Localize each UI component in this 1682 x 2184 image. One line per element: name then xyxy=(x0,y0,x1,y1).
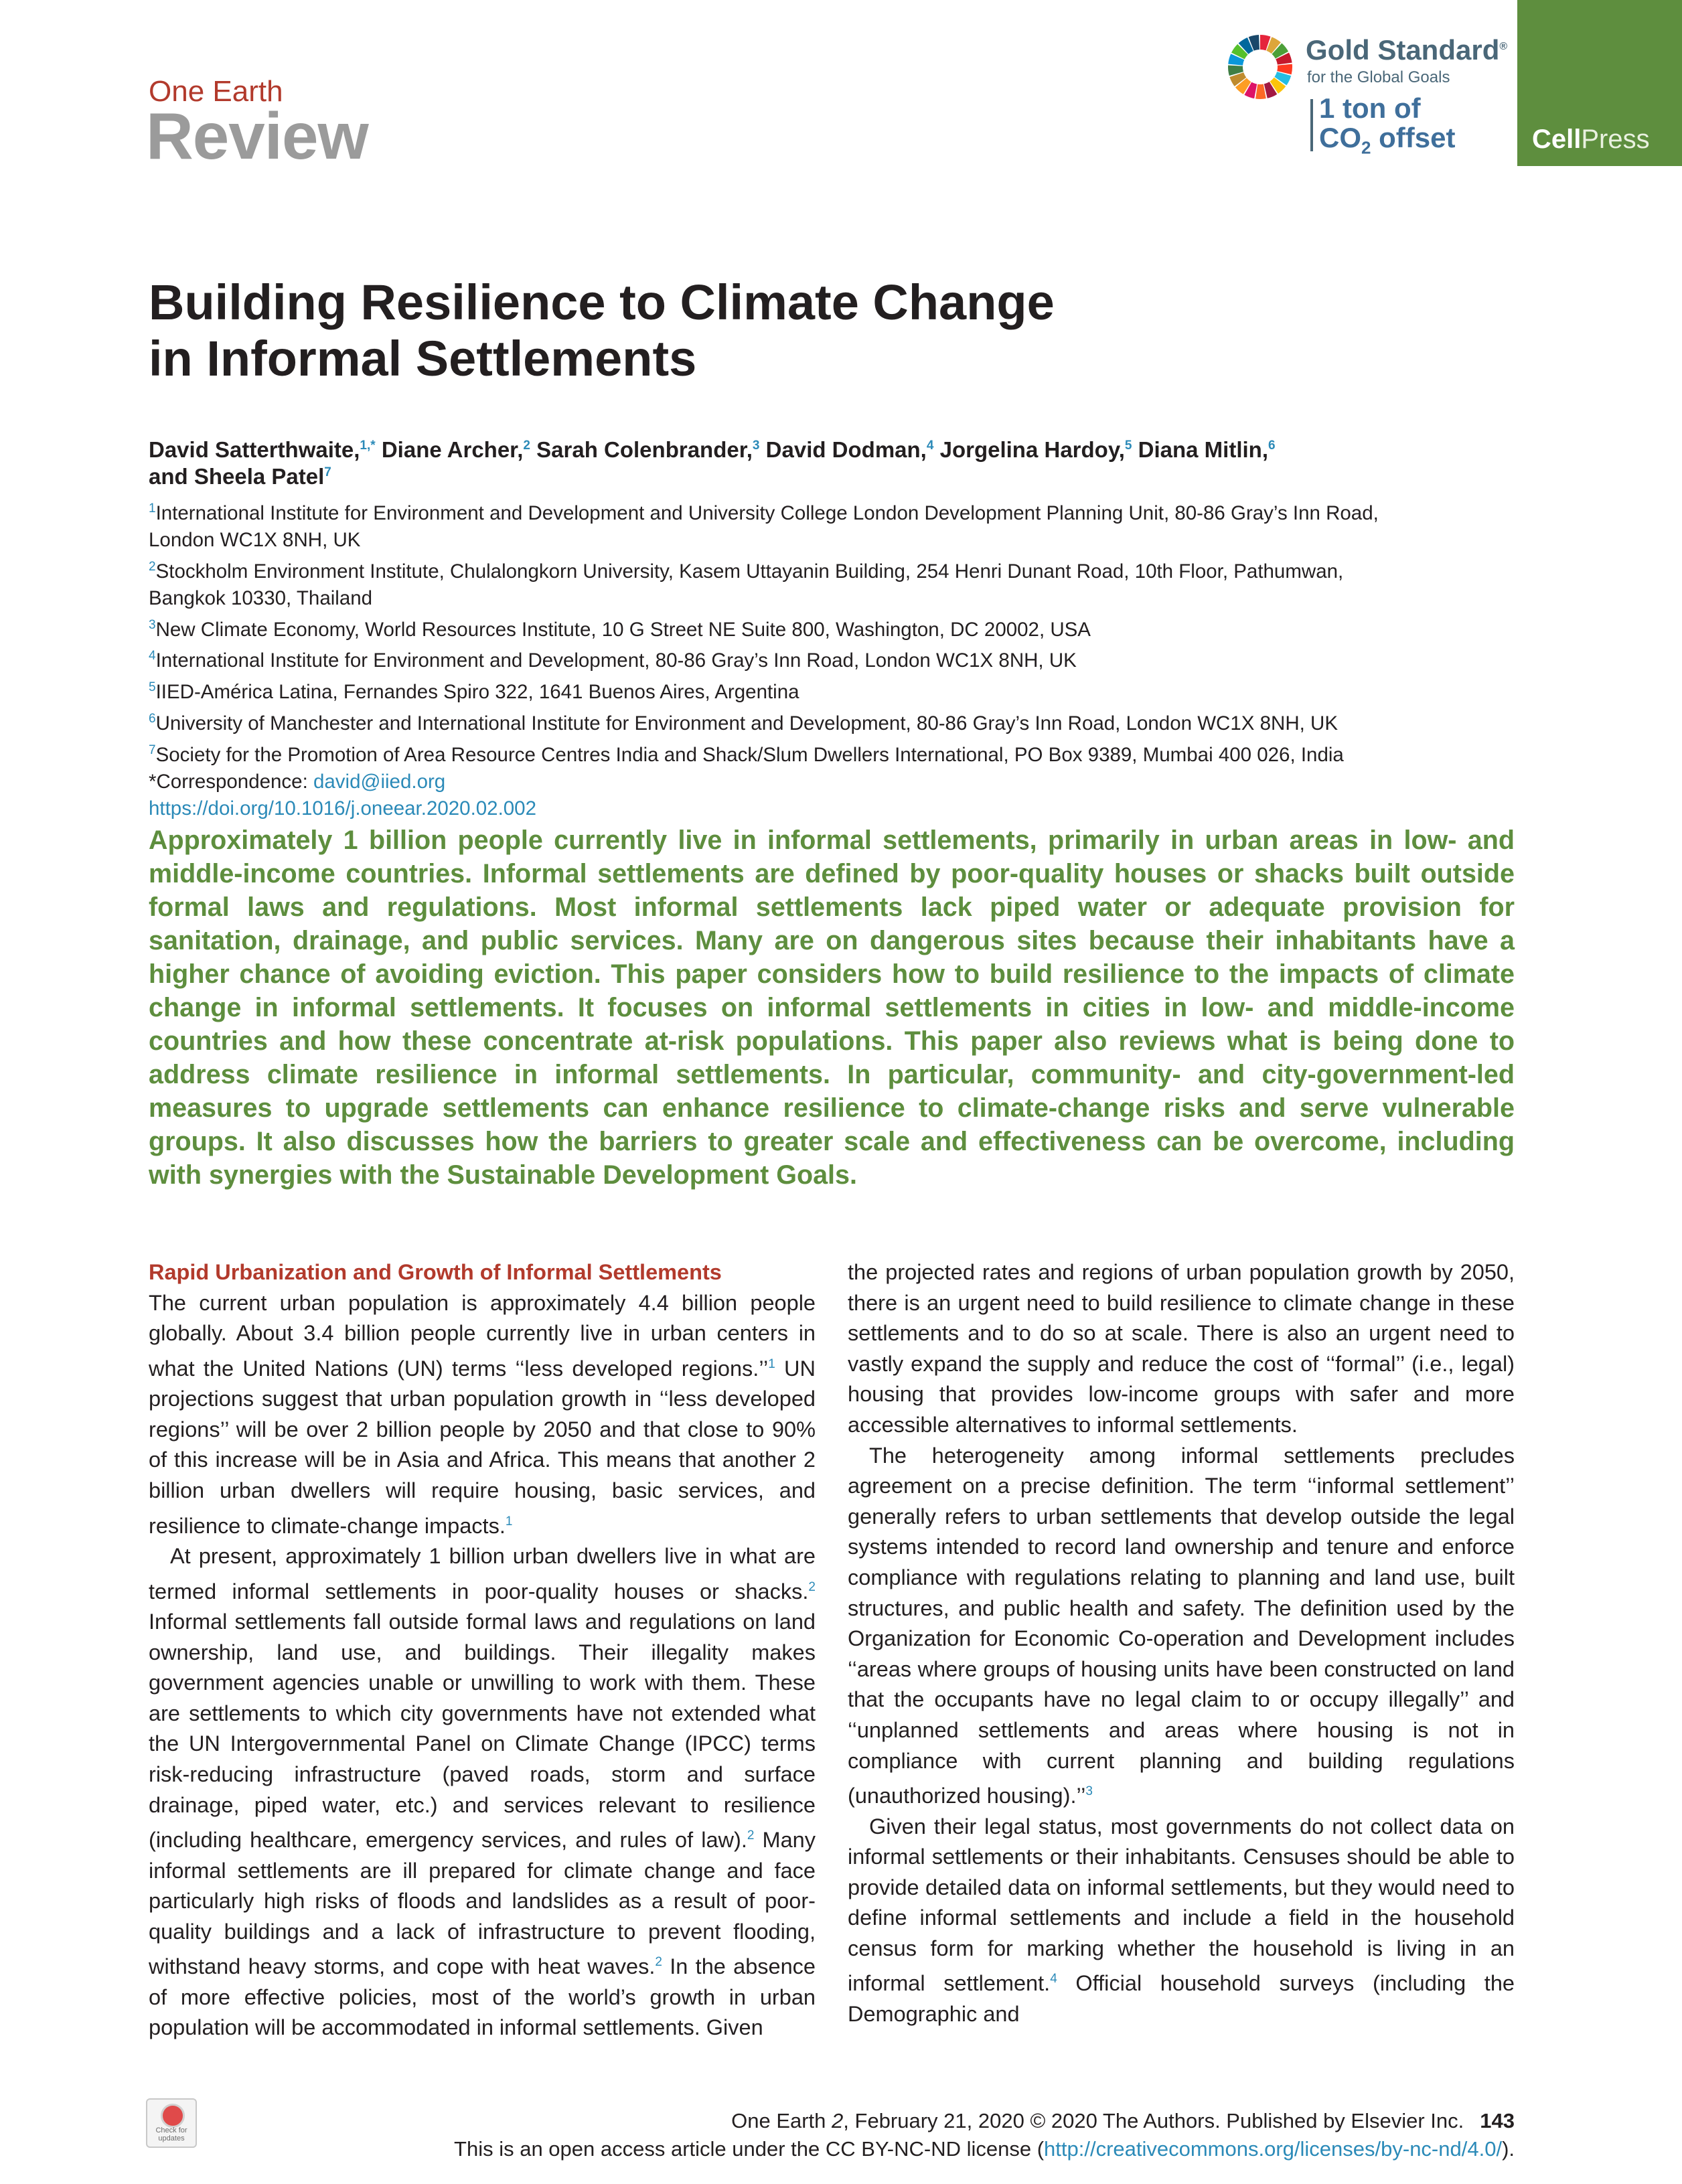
author-name[interactable]: Sarah Colenbrander, xyxy=(530,437,753,462)
affiliation-line: $^3$New Climate Economy, World Resources Institute, 10 G Street NE Suite 800, Washington, DC 20002, USA xyxy=(149,617,1091,641)
cellpress-cell: Cell xyxy=(1532,125,1582,154)
offset-sub: 2 xyxy=(1361,137,1371,158)
author-name[interactable]: Jorgelina Hardoy, xyxy=(933,437,1125,462)
license-link[interactable]: http://creativecommons.org/licenses/by-nc-nd/4.0/ xyxy=(1044,2137,1503,2161)
gold-standard-title: Gold Standard xyxy=(1306,34,1500,66)
title-line-1: Building Resilience to Climate Change xyxy=(149,275,1055,330)
sdg-wheel-icon xyxy=(1227,33,1294,100)
reference-link[interactable]: 4 xyxy=(1050,1972,1057,1986)
affiliations xyxy=(149,495,1528,822)
reference-link[interactable]: 2 xyxy=(808,1579,816,1594)
body-column-left xyxy=(149,1257,816,2043)
affiliation-line: $^4$International Institute for Environment and Development, 80-86 Gray’s Inn Road, London WC1X 8NH, UK xyxy=(149,649,1077,672)
doi-link[interactable]: https://doi.org/10.1016/j.oneear.2020.02.002 xyxy=(149,797,536,820)
author-affil-ref[interactable]: 6 xyxy=(1268,439,1276,453)
affiliation-line: $^6$University of Manchester and International Institute for Environment and Development, 80-86 Gray’s Inn Road, London WC1X 8NH, UK xyxy=(149,712,1339,734)
cellpress-logo[interactable] xyxy=(1517,0,1682,166)
gold-standard-logo[interactable] xyxy=(1306,35,1507,66)
affiliation-line: $^2$Stockholm Environment Institute, Chulalongkorn University, Kasem Uttayanin Building, 254 Henri Dunant Road, 10th Floor, Pathumwan, xyxy=(149,559,1344,582)
paragraph: Given their legal status, most governments do not collect data on informal settlements or their inhabitants. Censuses should be able to provide detailed data on informal settlements, but they would need to define informal settlements and include a field in the household census form for marking whether the household is living in an informal settlement.$^4$ Official household surveys (including the Demographic and xyxy=(848,1814,1515,2026)
paragraph: At present, approximately 1 billion urban dwellers live in what are termed informal settlements in poor-quality houses or shacks.$^2$ Informal settlements fall outside formal laws and regulations on land ownership, land use, and buildings. Their illegality makes government agencies unable or unwilling to work with them. These are settlements to which city governments have not extended what the UN Intergovernmental Panel on Climate Change (IPCC) terms risk-reducing infrastructure (paved roads, storm and surface drainage, piped water, etc.) and services relevant to resilience (including healthcare, emergency services, and rules of law).$^2$ Many informal settlements are ill prepared for climate change and face particularly high risks of floods and landslides as a result of poor-quality buildings and a lack of infrastructure to prevent flooding, withstand heavy storms, and cope with heat waves.$^2$ In the absence of more effective policies, most of the world’s growth in urban population will be accommodated in informal settlements. Given xyxy=(149,1544,816,2040)
citation-line: One Earth 2, February 21, 2020 © 2020 The Authors. Published by Elsevier Inc. 143 xyxy=(731,2109,1515,2132)
affiliation-line: $^1$International Institute for Environment and Development and University College London Development Planning Unit, 80-86 Gray’s Inn Road, xyxy=(149,501,1379,524)
page-number: 143 xyxy=(1480,2109,1515,2132)
offset-divider xyxy=(1310,99,1313,151)
section-heading: Rapid Urbanization and Growth of Informal Settlements xyxy=(149,1260,722,1284)
paragraph: The current urban population is approximately 4.4 billion people globally. About 3.4 billion people currently live in urban centers in what the United Nations (UN) terms ‘‘less developed regions.’’$^1$ UN projections suggest that urban population growth in ‘‘less developed regions’’ will be over 2 billion people by 2050 and that close to 90% of this increase will be in Asia and Africa. This means that another 2 billion urban dwellers will require housing, basic services, and resilience to climate-change impacts.$^1$ xyxy=(149,1290,816,1538)
affiliation-line: Bangkok 10330, Thailand xyxy=(149,587,373,609)
author-affil-ref[interactable]: 5 xyxy=(1124,439,1132,453)
author-list xyxy=(149,437,1521,489)
journal-name: One Earth xyxy=(149,75,283,108)
affiliation-line: London WC1X 8NH, UK xyxy=(149,528,361,551)
check-updates-icon xyxy=(161,2104,185,2128)
affiliation-line: $^5$IIED-América Latina, Fernandes Spiro 322, 1641 Buenos Aires, Argentina xyxy=(149,680,799,704)
paragraph: The heterogeneity among informal settlements precludes agreement on a precise definition. The term ‘‘informal settlement’’ generally refers to urban settlements that develop outside the legal systems intended to record land ownership and tenure and enforce compliance with regulations relating to planning and land use, built structures, and public health and safety. The definition used by the Organization for Economic Co-operation and Development includes ‘‘areas where groups of housing units have been constructed on land that the occupants have no legal claim to or occupy illegally’’ and ‘‘unplanned settlements and areas where housing is not in compliance with current planning and building regulations (unauthorized housing).’’$^3$ xyxy=(848,1443,1515,1808)
article-type: Review xyxy=(146,99,368,173)
author-name[interactable]: Diana Mitlin, xyxy=(1132,437,1268,462)
check-updates-label: Check for updates xyxy=(155,2126,187,2142)
author-name[interactable]: David Satterthwaite, xyxy=(149,437,360,462)
article-title xyxy=(149,275,1421,388)
abstract: Approximately 1 billion people currently live in informal settlements, primarily in urban areas in low- and middle-income countries. Informal settlements are defined by poor-quality houses or shacks built outside formal laws and regulations. Most informal settlements lack piped water or adequate provision for sanitation, drainage, and public services. Many are on dangerous sites because their inhabitants have a higher chance of avoiding eviction. This paper considers how to build resilience to the impacts of climate change in informal settlements. It focuses on informal settlements in cities in low- and middle-income countries and how these concentrate at-risk populations. This paper also reviews what is being done to address climate resilience in informal settlements. In particular, community- and city-government-led measures to upgrade settlements can enhance resilience to climate-change risks and serve vulnerable groups. It also discusses how the barriers to greater scale and effectiveness can be overcome, including with synergies with the Sustainable Development Goals. xyxy=(149,826,1515,1190)
reference-link[interactable]: 2 xyxy=(747,1828,755,1843)
author-name[interactable]: and Sheela Patel xyxy=(149,463,325,489)
reference-link[interactable]: 1 xyxy=(768,1356,775,1371)
reference-link[interactable]: 1 xyxy=(505,1514,513,1529)
reference-link[interactable]: 3 xyxy=(1085,1784,1093,1799)
gold-standard-reg: ® xyxy=(1499,41,1508,52)
author-name[interactable]: David Dodman, xyxy=(759,437,927,462)
reference-link[interactable]: 2 xyxy=(655,1955,662,1970)
author-name[interactable]: Diane Archer, xyxy=(375,437,524,462)
cellpress-press: Press xyxy=(1581,125,1650,154)
correspondence: *Correspondence: david@iied.org xyxy=(149,770,446,793)
title-line-2: in Informal Settlements xyxy=(149,331,697,387)
offset-word: offset xyxy=(1379,122,1456,154)
check-for-updates-button[interactable] xyxy=(146,2098,197,2148)
gold-standard-subtitle: for the Global Goals xyxy=(1307,68,1450,86)
author-affil-ref[interactable]: 7 xyxy=(324,465,331,479)
offset-co: CO xyxy=(1319,122,1361,154)
paragraph: the projected rates and regions of urban population growth by 2050, there is an urgent need to build resilience to climate change in these settlements and to do so at scale. There is also an urgent need to vastly expand the supply and reduce the cost of ‘‘formal’’ (i.e., legal) housing that provides low-income groups with safer and more accessible alternatives to informal settlements. xyxy=(848,1260,1515,1437)
affiliation-line: $^7$Society for the Promotion of Area Resource Centres India and Shack/Slum Dwellers International, PO Box 9389, Mumbai 400 026, India xyxy=(149,743,1344,766)
author-affil-ref[interactable]: 1,* xyxy=(360,439,376,453)
license-line: This is an open access article under the CC BY-NC-ND license (http://creativecommons.org/licenses/by-nc-nd/4.0/). xyxy=(454,2137,1515,2161)
author-affil-ref[interactable]: 2 xyxy=(523,439,530,453)
author-affil-ref[interactable]: 4 xyxy=(926,439,934,453)
body-column-right xyxy=(848,1257,1515,2030)
author-affil-ref[interactable]: 3 xyxy=(752,439,760,453)
offset-line1: 1 ton of xyxy=(1319,92,1421,124)
co2-offset-badge xyxy=(1319,94,1455,157)
correspondence-email-link[interactable]: david@iied.org xyxy=(313,770,446,793)
